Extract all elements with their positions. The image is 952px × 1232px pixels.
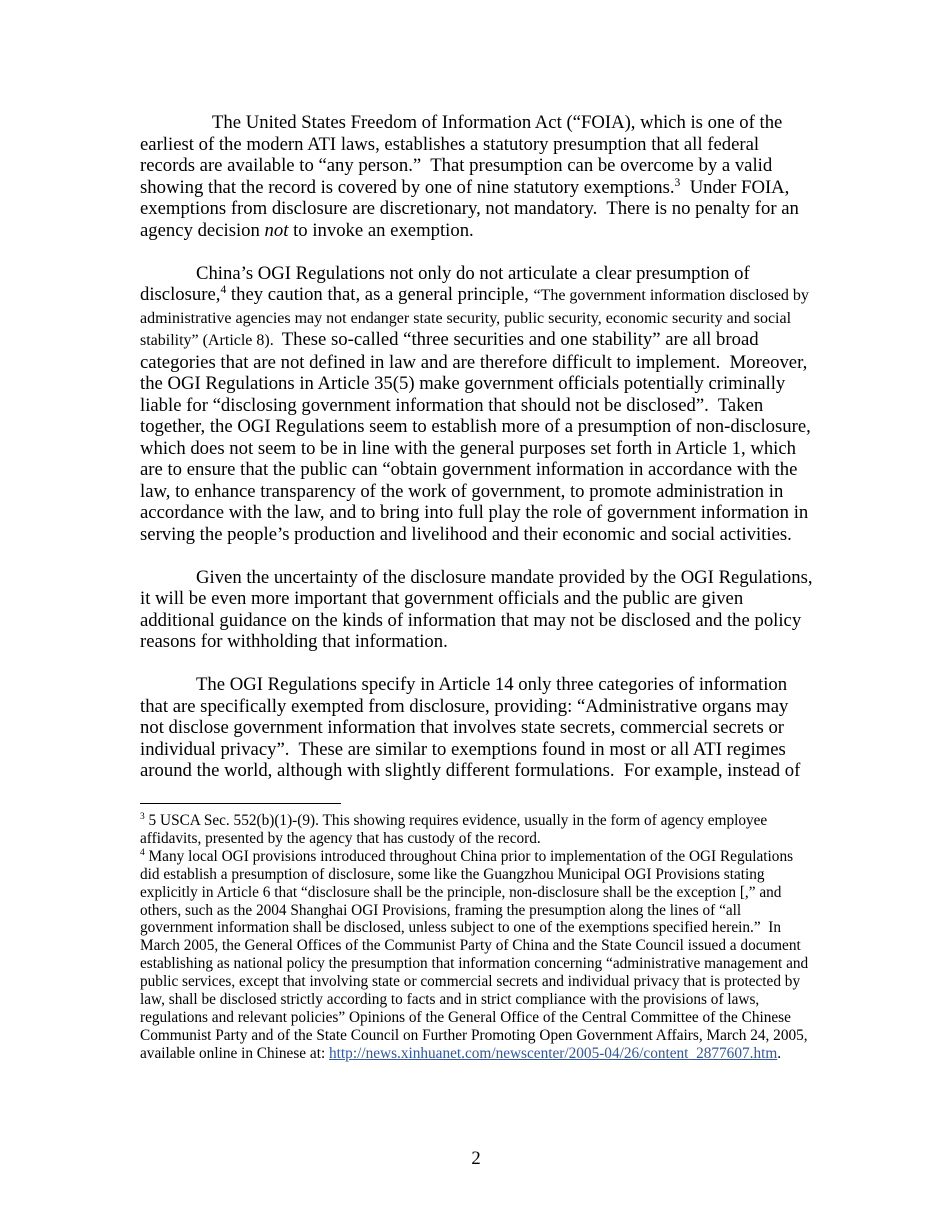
text-run: Many local OGI provisions introduced throughout China prior to implementation of the OGI Regulations did establish a presumption of disclosure, some like the Guangzhou Municipal OGI Provisions stating explicitly in Article 6 that “disclosure shall be the principle, non-disclosure shall be the exception [,” and others, such as the 2004 Shanghai OGI Provisions, framing the presumption along the lines of “all government information shall be disclosed, unless subject to one of the exemptions specified herein.” In March 2005, the General Offices of the Communist Party of China and the State Council issued a document establishing as national policy the presumption that information concerning “administrative management and public services, except that involving state or commercial secrets and individual privacy that is protected by law, shall be disclosed strictly according to facts and in strict compliance with the provisions of laws, regulations and relevant policies” Opinions of the General Office of the Central Committee of the Chinese Communist Party and of the State Council on Further Promoting Open Government Affairs, March 24, 2005, available online in Chinese at: — [140, 847, 813, 1062]
text-run: China’s OGI Regulations not only do not articulate a clear presumption of disclosure, — [140, 262, 755, 305]
text-run: . — [777, 1044, 782, 1062]
text-run: to invoke an exemption. — [288, 219, 474, 241]
paragraph-3 — [140, 567, 816, 653]
footnote-url-link[interactable]: http://news.xinhuanet.com/newscenter/2005-04/26/content_2877607.htm — [329, 1044, 778, 1062]
paragraph-2 — [140, 263, 816, 546]
footnote-4 — [140, 848, 816, 1063]
footnote-marker-4: 4 — [140, 847, 145, 858]
page-number: 2 — [471, 1148, 481, 1169]
text-run: they caution that, as a general principle, — [226, 284, 534, 305]
text-run: Under FOIA, exemptions from disclosure are discretionary, not mandatory. There is no penalty for an agency decision — [140, 176, 804, 241]
quoted-regulation-text: “The government information disclosed by administrative agencies may not endanger state security, public security, economic security and social stability” (Article 8). — [140, 287, 813, 349]
footnotes-section — [140, 803, 816, 1063]
footnote-marker-3: 3 — [140, 811, 145, 822]
text-run: The OGI Regulations specify in Article 14 only three categories of information that are specifically exempted from disclosure, providing: “Administrative organs may not disclose government information that involves state secrets, commercial secrets or individual privacy”. These are similar to exemptions found in most or all ATI regimes around the world, although with slightly different formulations. For example, instead of — [140, 674, 801, 781]
page-body — [140, 112, 816, 1063]
text-run: These so-called “three securities and one stability” are all broad categories that are not defined in law and are therefore difficult to implement. Moreover, the OGI Regulations in Article 35(5) make government officials potentially criminally liable for “disclosing government information that should not be disclosed”. Taken together, the OGI Regulations seem to establish more of a presumption of non-disclosure, which does not seem to be in line with the general purposes set forth in Article 1, which are to ensure that the public can “obtain government information in accordance with the law, to enhance transparency of the work of government, to promote administration in accordance with the law, and to bring into full play the role of government information in serving the people’s production and livelihood and their economic and social activities. — [140, 329, 816, 545]
text-run: The United States Freedom of Information Act (“FOIA), which is one of the earliest of the modern ATI laws, establishes a statutory presumption that all federal records are available to “any person.” That presumption can be overcome by a valid showing that the record is covered by one of nine statutory exemptions. — [140, 112, 788, 198]
footnote-ref-4: 4 — [220, 282, 227, 296]
footnote-ref-3: 3 — [674, 175, 681, 189]
italic-run: not — [264, 219, 289, 241]
text-run: Given the uncertainty of the disclosure mandate provided by the OGI Regulations, it will be even more important that government officials and the public are given additional guidance on the kinds of information that may not be disclosed and the policy reasons for withholding that information. — [140, 566, 818, 652]
footnote-3 — [140, 812, 816, 848]
paragraph-1 — [140, 112, 816, 241]
text-run: 5 USCA Sec. 552(b)(1)-(9). This showing requires evidence, usually in the form of agency employee affidavits, presented by the agency that has custody of the record. — [140, 812, 772, 847]
paragraph-4 — [140, 674, 816, 782]
footnote-separator — [140, 803, 341, 804]
